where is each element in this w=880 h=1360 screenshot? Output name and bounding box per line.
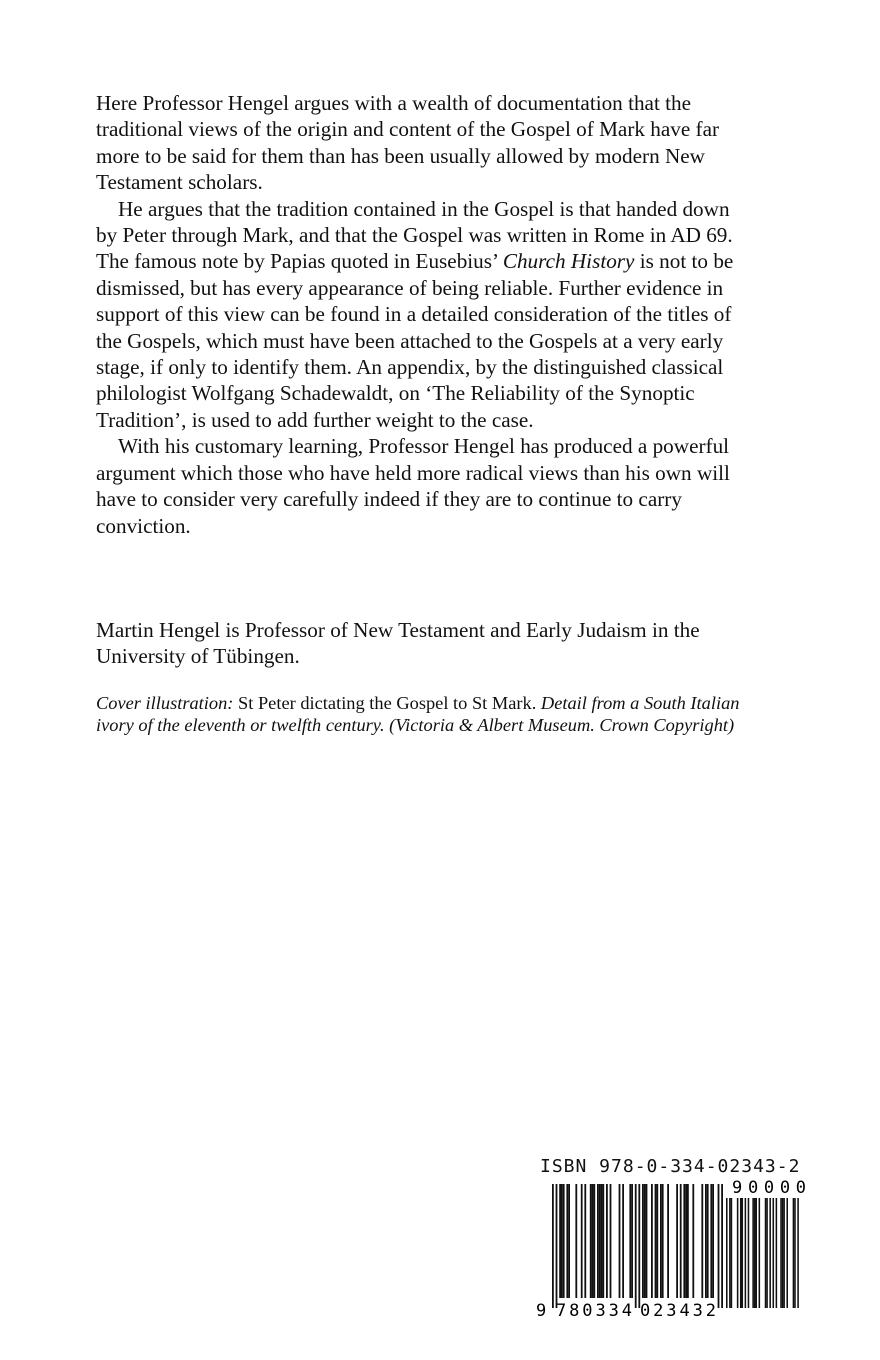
ean-bar <box>705 1184 707 1298</box>
ean-bar <box>707 1184 709 1298</box>
ean-bar <box>635 1184 637 1308</box>
ean-bar <box>575 1184 577 1298</box>
ean-left-digits: 780334 <box>556 1301 632 1320</box>
ean-bar <box>701 1184 703 1298</box>
cover-credit <box>96 692 746 737</box>
addon-bar <box>729 1198 731 1308</box>
addon-bars <box>726 1198 799 1308</box>
ean-bar <box>559 1184 561 1298</box>
ean-bar <box>687 1184 689 1298</box>
ean-bar <box>593 1184 595 1298</box>
ean-bar <box>601 1184 603 1298</box>
addon-bar <box>752 1198 754 1308</box>
addon-bar <box>726 1198 728 1308</box>
addon-bar <box>759 1198 761 1308</box>
addon-bar <box>780 1198 782 1308</box>
ean-bar <box>712 1184 714 1298</box>
ean-bar <box>718 1184 720 1308</box>
ean-bar <box>721 1184 723 1308</box>
ean-bar <box>692 1184 694 1298</box>
blurb-text <box>96 90 746 539</box>
addon-bar <box>742 1198 744 1308</box>
ean-bar <box>629 1184 631 1298</box>
addon-bar <box>755 1198 757 1308</box>
ean-bar <box>646 1184 648 1298</box>
ean-bar <box>602 1184 604 1298</box>
ean-bar <box>631 1184 633 1298</box>
author-bio-text: Martin Hengel is Professor of New Testament and Early Judaism in the University of Tübingen. <box>96 618 700 669</box>
ean-bar <box>683 1184 685 1298</box>
ean-bar <box>592 1184 594 1298</box>
blurb-p2-part2: is not to be dismissed, but has every appearance of being reliable. Further evidence in support of this view can be found in a detailed consideration of the titles of the Gospels, which must have been attached to the Gospels at a very early stage, if only to identify them. An appendix, by the distinguished classical philologist Wolfgang Schadewaldt, on ‘The Reliability of the Synoptic Tradition’, is used to add further weight to the case. <box>96 249 734 432</box>
ean-bar <box>662 1184 664 1298</box>
addon-bar <box>754 1198 756 1308</box>
author-bio <box>96 617 746 670</box>
ean-bar <box>566 1184 568 1298</box>
ean-bar <box>656 1184 658 1298</box>
ean-bar <box>655 1184 657 1298</box>
ean-bar <box>610 1184 612 1298</box>
addon-bar <box>794 1198 796 1308</box>
ean-bar <box>685 1184 687 1298</box>
addon-bar <box>765 1198 767 1308</box>
barcode-graphic <box>536 1180 812 1320</box>
ean-bars <box>552 1184 723 1308</box>
ean-bar <box>619 1184 621 1298</box>
ean-bar <box>622 1184 624 1298</box>
addon-bar <box>748 1198 750 1308</box>
blurb-paragraph-2 <box>96 196 746 434</box>
ean-bar <box>552 1184 554 1308</box>
ean-bar <box>599 1184 601 1298</box>
ean-bar <box>561 1184 563 1298</box>
addon-bar <box>737 1198 739 1308</box>
ean-first-digit: 9 <box>536 1301 547 1320</box>
church-history-title: Church History <box>502 249 635 274</box>
ean-bar <box>590 1184 592 1298</box>
cover-credit-subject: St Peter dictating the Gospel to St Mark. <box>233 693 537 713</box>
ean-bar <box>597 1184 599 1298</box>
addon-digits: 90000 <box>732 1180 806 1198</box>
ean-bar <box>667 1184 669 1298</box>
ean-bar <box>651 1184 653 1298</box>
addon-bar <box>793 1198 795 1308</box>
ean-bar <box>584 1184 586 1298</box>
addon-bar <box>783 1198 785 1308</box>
ean-bar <box>660 1184 662 1298</box>
ean-bar <box>563 1184 565 1298</box>
cover-credit-detail: Detail from a South Italian ivory of the eleventh or twelfth century. (Victoria & Albert Museum. Crown Copyright) <box>96 693 740 736</box>
addon-bar <box>769 1198 771 1308</box>
addon-bar <box>776 1198 778 1308</box>
ean-bar <box>581 1184 583 1298</box>
ean-bar <box>606 1184 608 1298</box>
ean-bar <box>676 1184 678 1298</box>
ean-bar <box>568 1184 570 1298</box>
ean-bar <box>638 1184 640 1308</box>
blurb-paragraph-3: With his customary learning, Professor Hengel has produced a powerful argument which those who have held more radical views than his own will have to consider very carefully indeed if they are to continue to carry conviction. <box>96 434 730 538</box>
cover-credit-label: Cover illustration: <box>96 693 234 713</box>
addon-bar <box>745 1198 747 1308</box>
addon-bar <box>786 1198 788 1308</box>
ean-bar <box>710 1184 712 1298</box>
addon-bar <box>782 1198 784 1308</box>
ean-bar <box>642 1184 644 1298</box>
addon-bar <box>740 1198 742 1308</box>
blurb-p2-part1: He argues that the tradition contained in the Gospel is that handed down by Peter through Mark, and that the Gospel was written in Rome in AD 69. The famous note by Papias quoted in Eusebius’ <box>96 196 733 274</box>
ean-bar <box>680 1184 682 1298</box>
blurb-paragraph-1: Here Professor Hengel argues with a wealth of documentation that the traditional views of the origin and content of the Gospel of Mark have far more to be said for them than has been usually allowed by modern New Testament scholars. <box>96 91 720 195</box>
ean-bar <box>644 1184 646 1298</box>
isbn-barcode <box>536 1156 812 1320</box>
ean-bar <box>556 1184 558 1308</box>
ean-right-digits: 023432 <box>640 1301 716 1320</box>
addon-bar <box>731 1198 733 1308</box>
isbn-number: ISBN 978-0-334-02343-2 <box>540 1156 801 1177</box>
addon-bar <box>766 1198 768 1308</box>
addon-bar <box>773 1198 775 1308</box>
addon-bar <box>797 1198 799 1308</box>
